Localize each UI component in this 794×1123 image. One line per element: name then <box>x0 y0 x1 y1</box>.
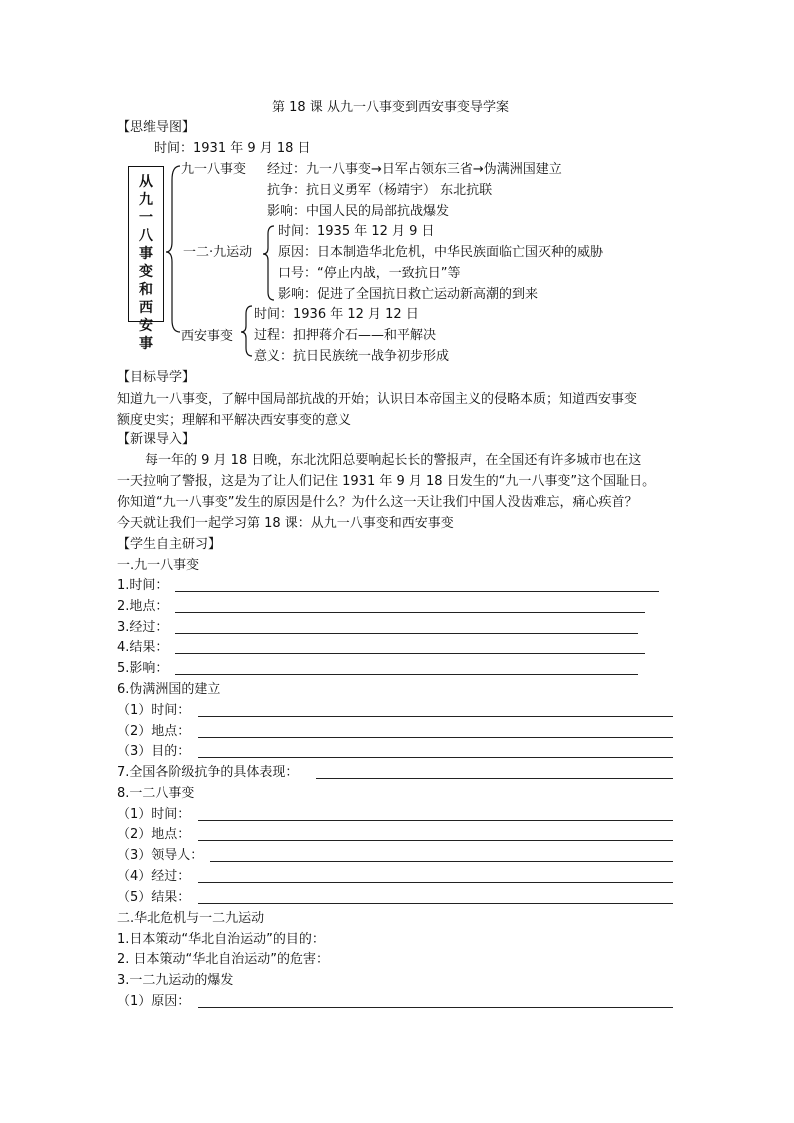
branch3-item-3: 意义：抗日民族统一战争初步形成 <box>254 349 450 364</box>
branch2-item-4: 影响：促进了全国抗日救亡运动新高潮的到来 <box>278 287 539 302</box>
mindmap-heading: 【思维导图】 <box>117 120 196 135</box>
mindmap-top-time: 时间：1931 年 9 月 18 日 <box>154 141 311 156</box>
branch1-item-3: 影响：中国人民的局部抗战爆发 <box>267 204 450 219</box>
branch1-item-1: 经过：九一八事变→日军占领东三省→伪满洲国建立 <box>267 162 562 177</box>
goals-line-1: 知道九一八事变，了解中国局部抗战的开始；认识日本帝国主义的侵略本质；知道西安事变 <box>117 392 638 407</box>
mindmap-branch3-brace <box>240 304 254 364</box>
q6b-label: （2）地点： <box>117 724 191 739</box>
q8a-answer-line[interactable] <box>198 820 673 821</box>
goals-heading: 【目标导学】 <box>117 370 196 385</box>
q8d-label: （4）经过： <box>117 869 191 884</box>
part1-title: 一.九一八事变 <box>117 558 200 573</box>
q6-label: 6.伪满洲国的建立 <box>117 682 221 697</box>
branch3-item-2: 过程：扣押蒋介石——和平解决 <box>254 328 437 343</box>
central-label-char: 从 <box>139 174 153 190</box>
part2-title: 二.华北危机与一二九运动 <box>117 911 265 926</box>
goals-line-2: 额度史实；理解和平解决西安事变的意义 <box>117 413 352 428</box>
central-label-char: 事 <box>139 246 153 262</box>
p2-q3a-answer-line[interactable] <box>198 1007 673 1008</box>
intro-line-3: 你知道“九一八事变”发生的原因是什么？为什么这一天让我们中国人没齿难忘，痛心疾首？ <box>117 495 638 510</box>
branch2-item-1: 时间：1935 年 12 月 9 日 <box>278 224 435 239</box>
intro-line-4: 今天就让我们一起学习第 18 课：从九一八事变和西安事变 <box>117 516 454 531</box>
q7-answer-line[interactable] <box>316 778 673 779</box>
p2-q2-label: 2. 日本策动“华北自治运动”的危害： <box>117 952 330 967</box>
q8b-label: （2）地点： <box>117 827 191 842</box>
branch2-name: 一二·九运动 <box>183 245 253 260</box>
study-heading: 【学生自主研习】 <box>117 537 222 552</box>
central-label-char: 变 <box>139 264 153 280</box>
mindmap-central-box <box>128 166 164 352</box>
mindmap-branch2-brace <box>262 224 276 304</box>
mindmap-central-label <box>129 173 163 353</box>
central-label-char: 九 <box>139 192 153 208</box>
page-title: 第 18 课 从九一八事变到西安事变导学案 <box>272 100 509 115</box>
q7-label: 7.全国各阶级抗争的具体表现： <box>117 765 299 780</box>
intro-heading: 【新课导入】 <box>117 432 196 447</box>
q6b-answer-line[interactable] <box>198 737 673 738</box>
central-label-char: 一 <box>139 210 153 226</box>
q4-answer-line[interactable] <box>175 653 645 654</box>
q5-answer-line[interactable] <box>175 674 638 675</box>
q8a-label: （1）时间： <box>117 807 191 822</box>
q5-label: 5.影响： <box>117 661 169 676</box>
central-label-char: 西 <box>139 300 153 316</box>
q6a-label: （1）时间： <box>117 703 191 718</box>
q1-label: 1.时间： <box>117 578 169 593</box>
central-label-char: 和 <box>139 282 153 298</box>
branch3-name: 西安事变 <box>181 329 234 344</box>
central-label-char: 安 <box>139 318 153 334</box>
q8e-answer-line[interactable] <box>198 903 673 904</box>
intro-line-2: 一天拉响了警报，这是为了让人们记住 1931 年 9 月 18 日发生的“九一八事变”这个国耻日。 <box>117 474 656 489</box>
q6c-answer-line[interactable] <box>198 757 673 758</box>
q8c-label: （3）领导人： <box>117 848 204 863</box>
central-label-char: 事 <box>139 336 153 352</box>
branch3-item-1: 时间：1936 年 12 月 12 日 <box>254 307 419 322</box>
p2-q1-label: 1.日本策动“华北自治运动”的目的： <box>117 932 325 947</box>
branch2-item-3: 口号：“停止内战，一致抗日”等 <box>278 266 461 281</box>
q6c-label: （3）目的： <box>117 744 191 759</box>
q1-answer-line[interactable] <box>175 591 659 592</box>
p2-q3-label: 3.一二九运动的爆发 <box>117 973 234 988</box>
p2-q3a-label: （1）原因： <box>117 994 191 1009</box>
q6a-answer-line[interactable] <box>198 716 673 717</box>
q3-label: 3.经过： <box>117 620 169 635</box>
q8e-label: （5）结果： <box>117 890 191 905</box>
q8b-answer-line[interactable] <box>198 840 673 841</box>
branch1-name: 九一八事变 <box>181 162 247 177</box>
central-label-char: 八 <box>139 228 153 244</box>
q8-label: 8.一二八事变 <box>117 786 195 801</box>
intro-line-1: 每一年的 9 月 18 日晚，东北沈阳总要响起长长的警报声，在全国还有许多城市也在这 <box>145 453 642 468</box>
q2-label: 2.地点： <box>117 599 169 614</box>
q8c-answer-line[interactable] <box>210 861 673 862</box>
q8d-answer-line[interactable] <box>198 882 673 883</box>
branch1-item-2: 抗争：抗日义勇军（杨靖宇） 东北抗联 <box>267 183 493 198</box>
q3-answer-line[interactable] <box>175 633 638 634</box>
q4-label: 4.结果： <box>117 640 169 655</box>
q2-answer-line[interactable] <box>175 612 645 613</box>
branch2-item-2: 原因：日本制造华北危机，中华民族面临亡国灭种的威胁 <box>278 245 604 260</box>
